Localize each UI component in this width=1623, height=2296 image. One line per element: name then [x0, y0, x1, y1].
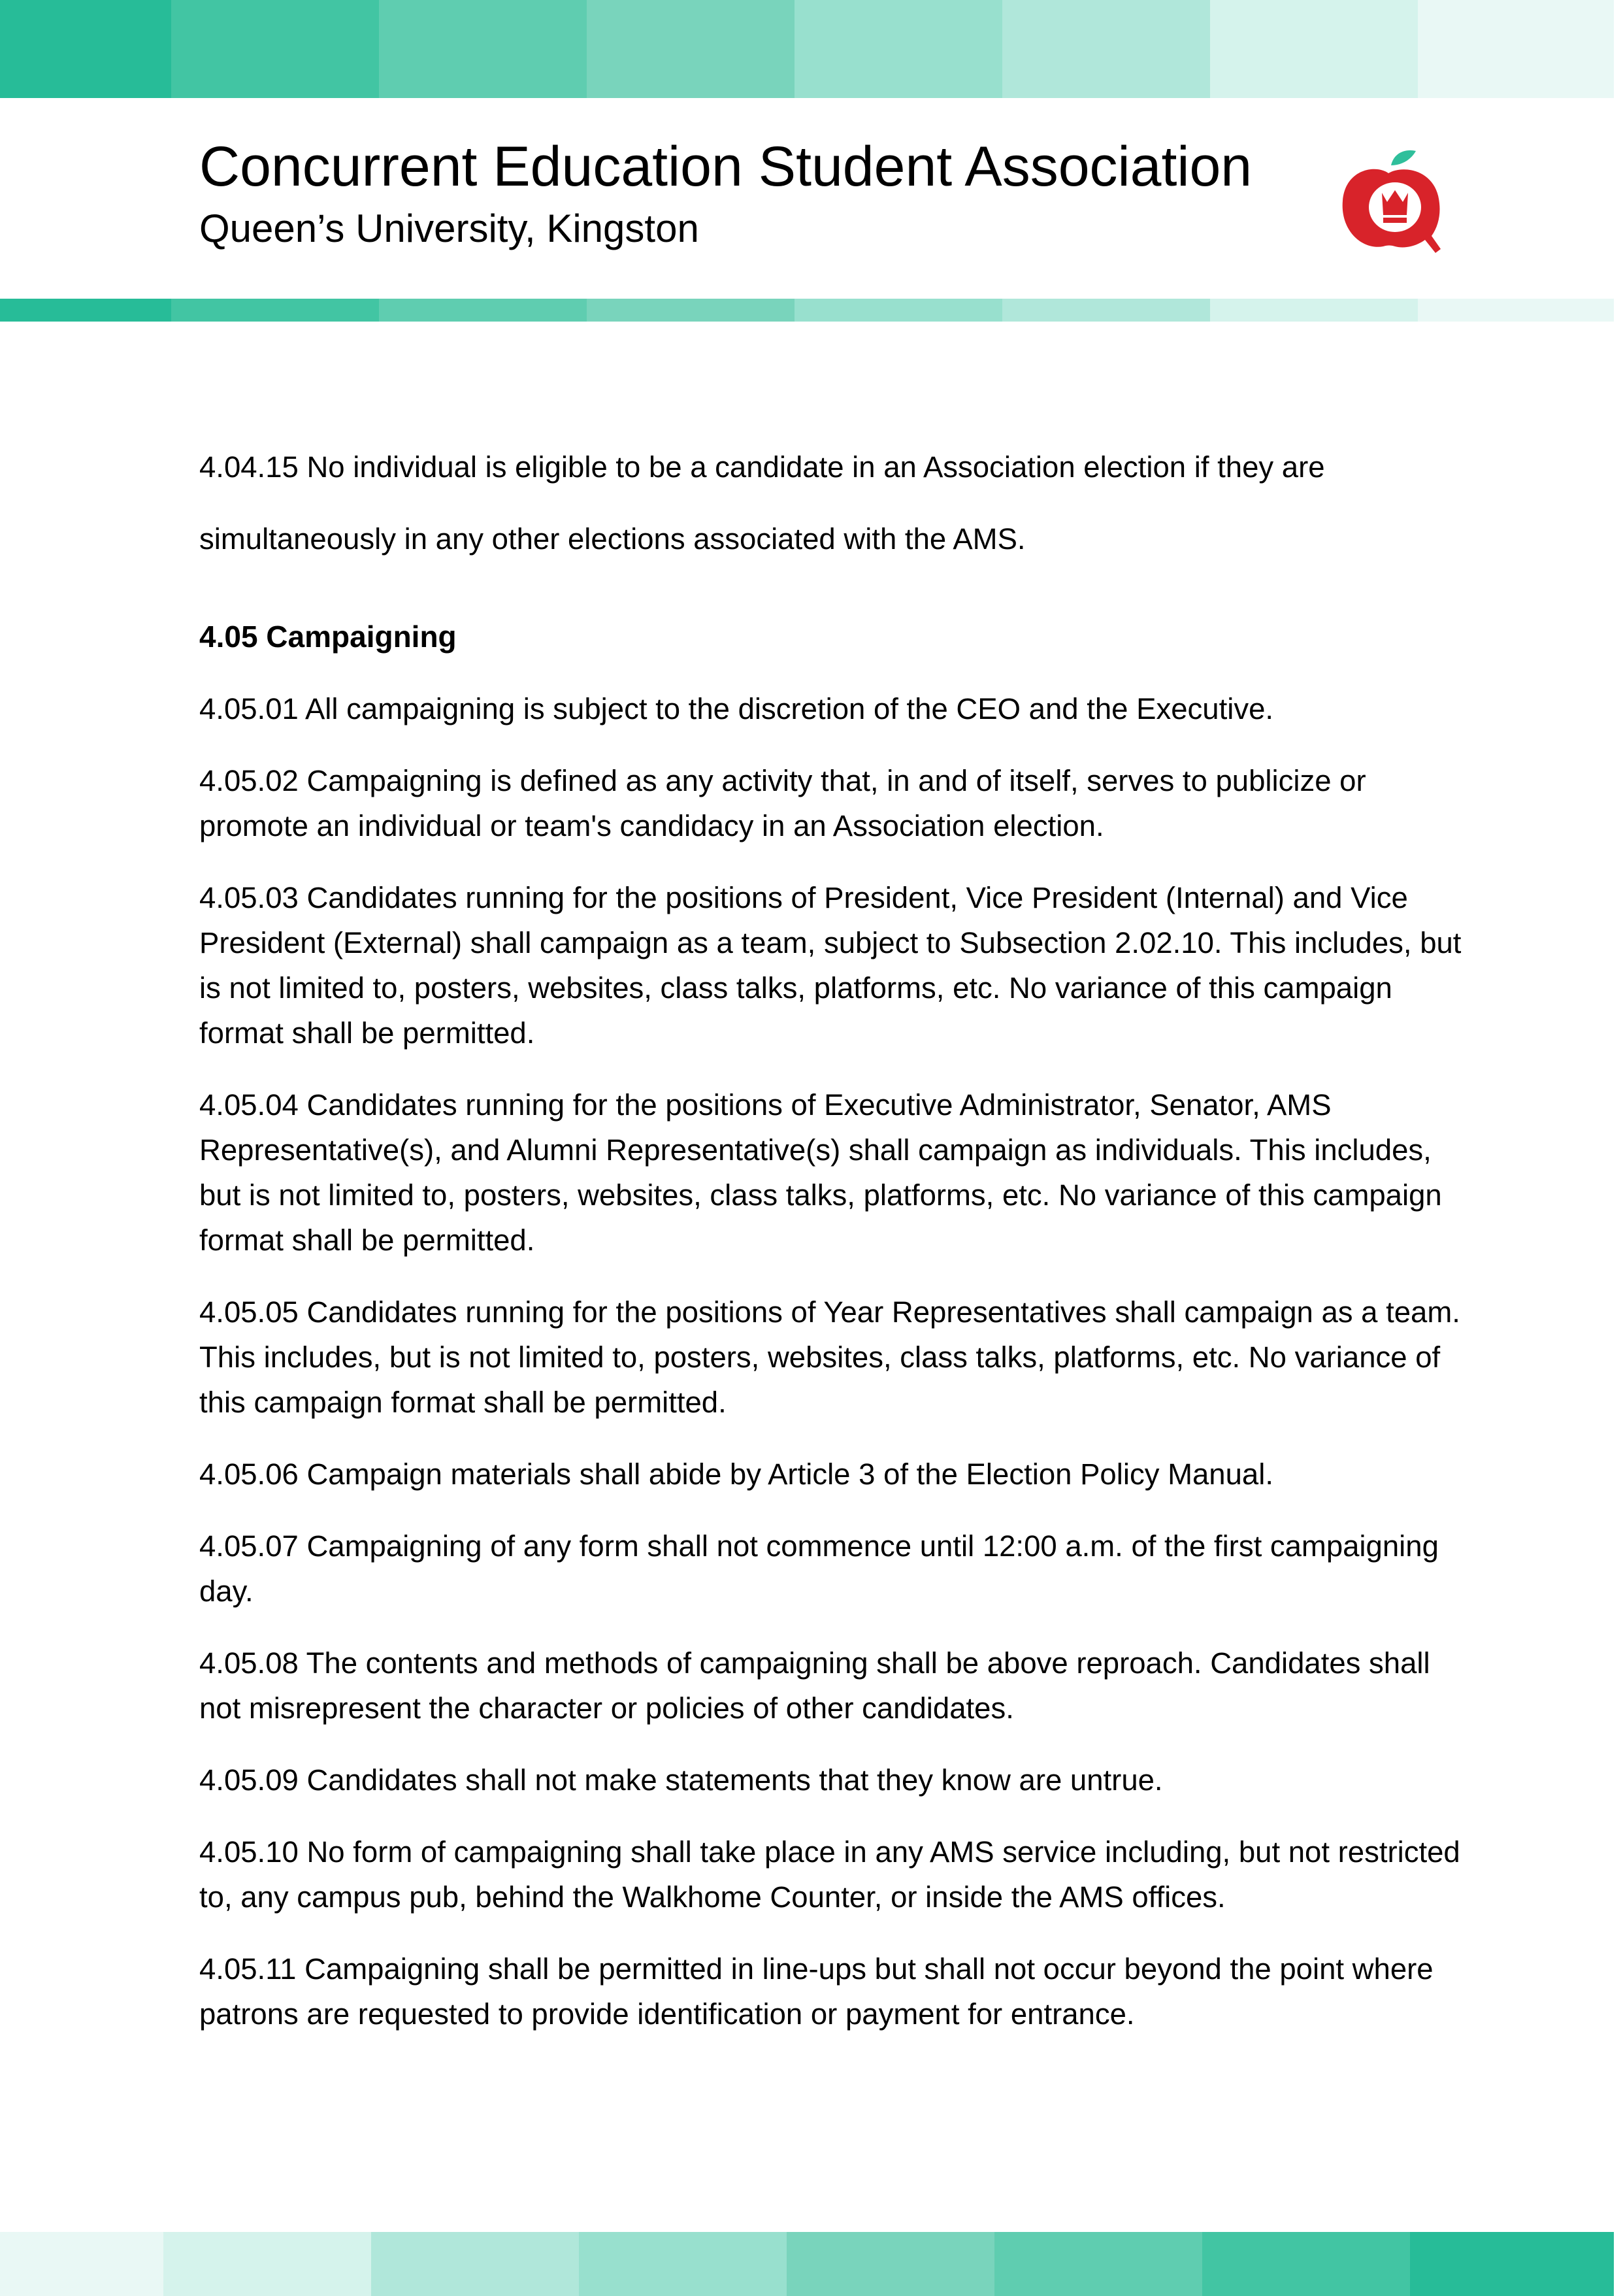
paragraph-4-05-04: 4.05.04 Candidates running for the positions of Executive Administrator, Senator, AMS Representative(s), and Alumni Representative(s) shall campaign as individuals. This includes, but is not limited to, posters, websites, class talks, platforms, etc. No variance of this campaign format shall be permitted.	[199, 1088, 1442, 1257]
page-title: Concurrent Education Student Association	[199, 135, 1253, 198]
document-body	[199, 431, 1473, 2063]
paragraph-4-05-02: 4.05.02 Campaigning is defined as any activity that, in and of itself, serves to publicize or promote an individual or team's candidacy in an Association election.	[199, 764, 1366, 842]
band-segment	[579, 2232, 787, 2296]
band-segment	[587, 299, 795, 322]
paragraph-4-05-06: 4.05.06 Campaign materials shall abide by Article 3 of the Election Policy Manual.	[199, 1457, 1273, 1491]
apple-crown-logo-icon	[1336, 147, 1444, 255]
band-segment	[1410, 2232, 1614, 2296]
band-segment	[1210, 299, 1418, 322]
paragraph-4-05-07: 4.05.07 Campaigning of any form shall not commence until 12:00 a.m. of the first campaigning day.	[199, 1529, 1439, 1608]
paragraph-4-05-01: 4.05.01 All campaigning is subject to the discretion of the CEO and the Executive.	[199, 692, 1274, 725]
page-subtitle: Queen’s University, Kingston	[199, 207, 699, 250]
band-segment	[379, 0, 587, 98]
paragraph-4-05-08: 4.05.08 The contents and methods of campaigning shall be above reproach. Candidates shall not misrepresent the character or policies of other candidates.	[199, 1646, 1430, 1725]
band-segment	[1202, 2232, 1410, 2296]
paragraph-4-05-10: 4.05.10 No form of campaigning shall take place in any AMS service including, but not restricted to, any campus pub, behind the Walkhome Counter, or inside the AMS offices.	[199, 1835, 1460, 1914]
paragraph-4-05-05: 4.05.05 Candidates running for the positions of Year Representatives shall campaign as a team. This includes, but is not limited to, posters, websites, class talks, platforms, etc. No variance of this campaign format shall be permitted.	[199, 1295, 1460, 1419]
band-segment	[1418, 0, 1614, 98]
band-segment	[0, 299, 171, 322]
band-segment	[0, 2232, 163, 2296]
band-segment	[163, 2232, 371, 2296]
band-segment	[1418, 299, 1614, 322]
band-segment	[1002, 299, 1210, 322]
band-segment	[171, 0, 379, 98]
paragraph-4-05-09: 4.05.09 Candidates shall not make statements that they know are untrue.	[199, 1763, 1163, 1797]
section-heading: 4.05 Campaigning	[199, 620, 457, 654]
band-segment	[379, 299, 587, 322]
band-segment	[994, 2232, 1202, 2296]
band-segment	[0, 0, 171, 98]
paragraph-4-05-03: 4.05.03 Candidates running for the positions of President, Vice President (Internal) and Vice President (External) shall campaign as a team, subject to Subsection 2.02.10. This includes, but is not limited to, posters, websites, class talks, platforms, etc. No variance of this campaign format shall be permitted.	[199, 881, 1462, 1050]
footer-color-band	[0, 2232, 1614, 2296]
band-segment	[795, 0, 1002, 98]
header-color-band	[0, 0, 1614, 98]
band-segment	[371, 2232, 579, 2296]
band-segment	[171, 299, 379, 322]
band-segment	[787, 2232, 994, 2296]
band-segment	[587, 0, 795, 98]
paragraph-4-04-15: 4.04.15 No individual is eligible to be a candidate in an Association election if they are simultaneously in any other elections associated with the AMS.	[199, 450, 1325, 556]
band-segment	[1002, 0, 1210, 98]
paragraph-4-05-11: 4.05.11 Campaigning shall be permitted in line-ups but shall not occur beyond the point where patrons are requested to provide identification or payment for entrance.	[199, 1952, 1434, 2031]
band-segment	[1210, 0, 1418, 98]
header-divider-band	[0, 299, 1614, 322]
band-segment	[795, 299, 1002, 322]
